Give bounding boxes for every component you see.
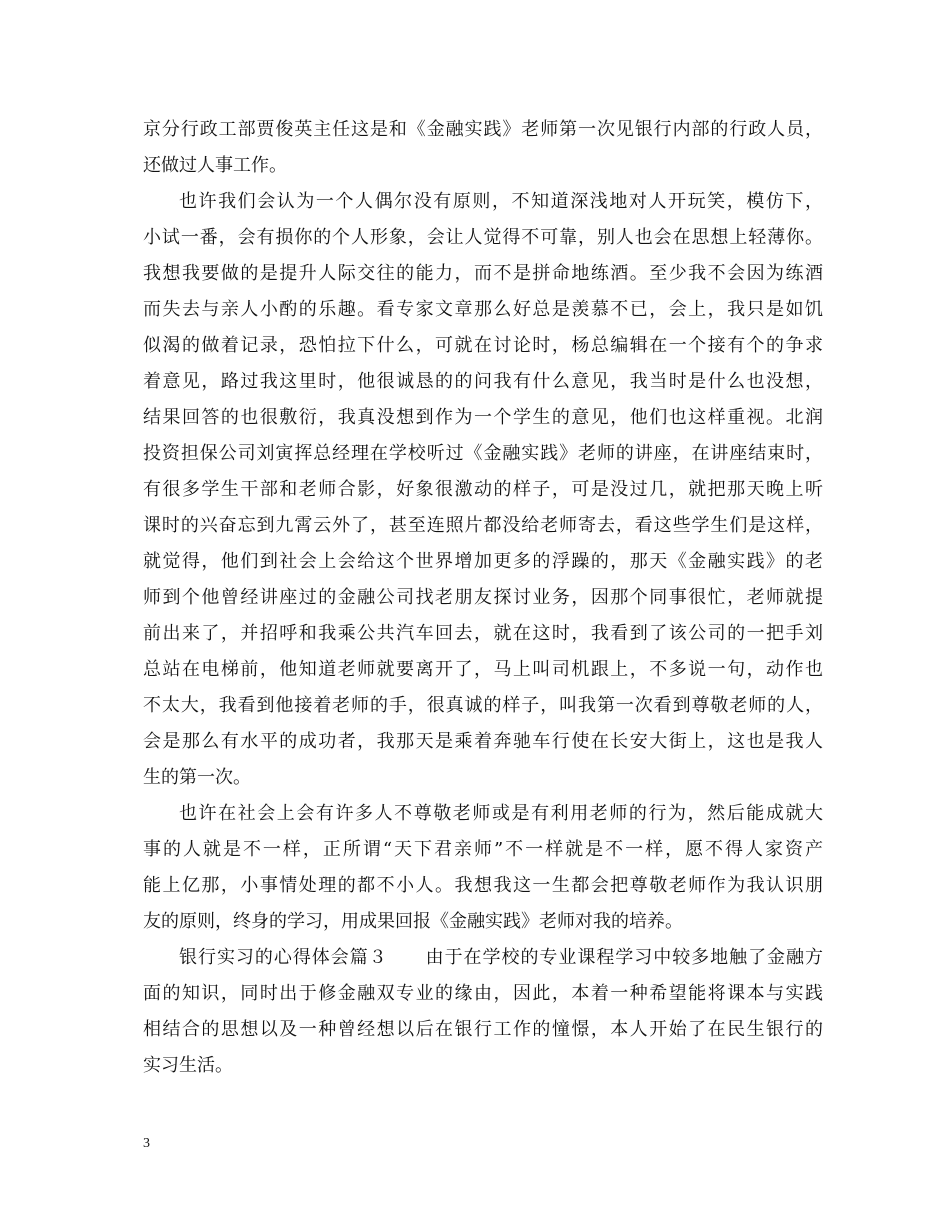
body-text bbox=[143, 112, 823, 1084]
text-line-26: 相结合的思想以及一种曾经想以后在银行工作的憧憬，本人开始了在民生银行的 bbox=[143, 1019, 823, 1040]
text-line-7: 似渴的做着记录，恐怕拉下什么，可就在讨论时，杨总编辑在一个接有个的争求 bbox=[143, 335, 823, 356]
text-line-27: 实习生活。 bbox=[143, 1055, 233, 1076]
text-line-23: 友的原则，终身的学习，用成果回报《金融实践》老师对我的培养。 bbox=[143, 911, 683, 932]
text-line-16: 总站在电梯前，他知道老师就要离开了，马上叫司机跟上，不多说一句，动作也 bbox=[143, 659, 823, 680]
text-line-5: 我想我要做的是提升人际交往的能力，而不是拼命地练酒。至少我不会因为练酒 bbox=[143, 263, 823, 284]
text-line-13: 就觉得，他们到社会上会给这个世界增加更多的浮躁的，那天《金融实践》的老 bbox=[143, 551, 823, 572]
text-line-22: 能上亿那，小事情处理的都不小人。我想我这一生都会把尊敬老师作为我认识朋 bbox=[143, 875, 823, 896]
text-line-14: 师到个他曾经讲座过的金融公司找老朋友探讨业务，因那个同事很忙，老师就提 bbox=[143, 587, 823, 608]
text-line-8: 着意见，路过我这里时，他很诚恳的的问我有什么意见，我当时是什么也没想， bbox=[143, 371, 823, 392]
text-line-2: 还做过人事工作。 bbox=[143, 155, 287, 176]
text-line-9: 结果回答的也很敷衍，我真没想到作为一个学生的意见，他们也这样重视。北润 bbox=[143, 407, 823, 428]
text-line-10: 投资担保公司刘寅挥总经理在学校听过《金融实践》老师的讲座，在讲座结束时， bbox=[143, 443, 823, 464]
text-line-3: 也许我们会认为一个人偶尔没有原则，不知道深浅地对人开玩笑，模仿下， bbox=[179, 191, 823, 212]
text-line-4: 小试一番，会有损你的个人形象，会让人觉得不可靠，别人也会在思想上轻薄你。 bbox=[143, 227, 823, 248]
text-line-1: 京分行政工部贾俊英主任这是和《金融实践》老师第一次见银行内部的行政人员， bbox=[143, 119, 823, 140]
text-line-24: 银行实习的心得体会篇３ 由于在学校的专业课程学习中较多地触了金融方 bbox=[179, 947, 823, 968]
text-line-12: 课时的兴奋忘到九霄云外了，甚至连照片都没给老师寄去，看这些学生们是这样， bbox=[143, 515, 823, 536]
text-line-19: 生的第一次。 bbox=[143, 767, 251, 788]
text-line-11: 有很多学生干部和老师合影，好象很激动的样子，可是没过几，就把那天晚上听 bbox=[143, 479, 823, 500]
text-line-6: 而失去与亲人小酌的乐趣。看专家文章那么好总是羡慕不已，会上，我只是如饥 bbox=[143, 299, 823, 320]
text-line-17: 不太大，我看到他接着老师的手，很真诚的样子，叫我第一次看到尊敬老师的人， bbox=[143, 695, 823, 716]
text-line-25: 面的知识，同时出于修金融双专业的缘由，因此，本着一种希望能将课本与实践 bbox=[143, 983, 823, 1004]
text-line-18: 会是那么有水平的成功者，我那天是乘着奔驰车行使在长安大街上，这也是我人 bbox=[143, 731, 823, 752]
text-line-21: 事的人就是不一样，正所谓“天下君亲师”不一样就是不一样，愿不得人家资产 bbox=[143, 839, 823, 860]
page-number: 3 bbox=[143, 1136, 150, 1151]
text-line-15: 前出来了，并招呼和我乘公共汽车回去，就在这时，我看到了该公司的一把手刘 bbox=[143, 623, 823, 644]
text-line-20: 也许在社会上会有许多人不尊敬老师或是有利用老师的行为，然后能成就大 bbox=[179, 803, 823, 824]
